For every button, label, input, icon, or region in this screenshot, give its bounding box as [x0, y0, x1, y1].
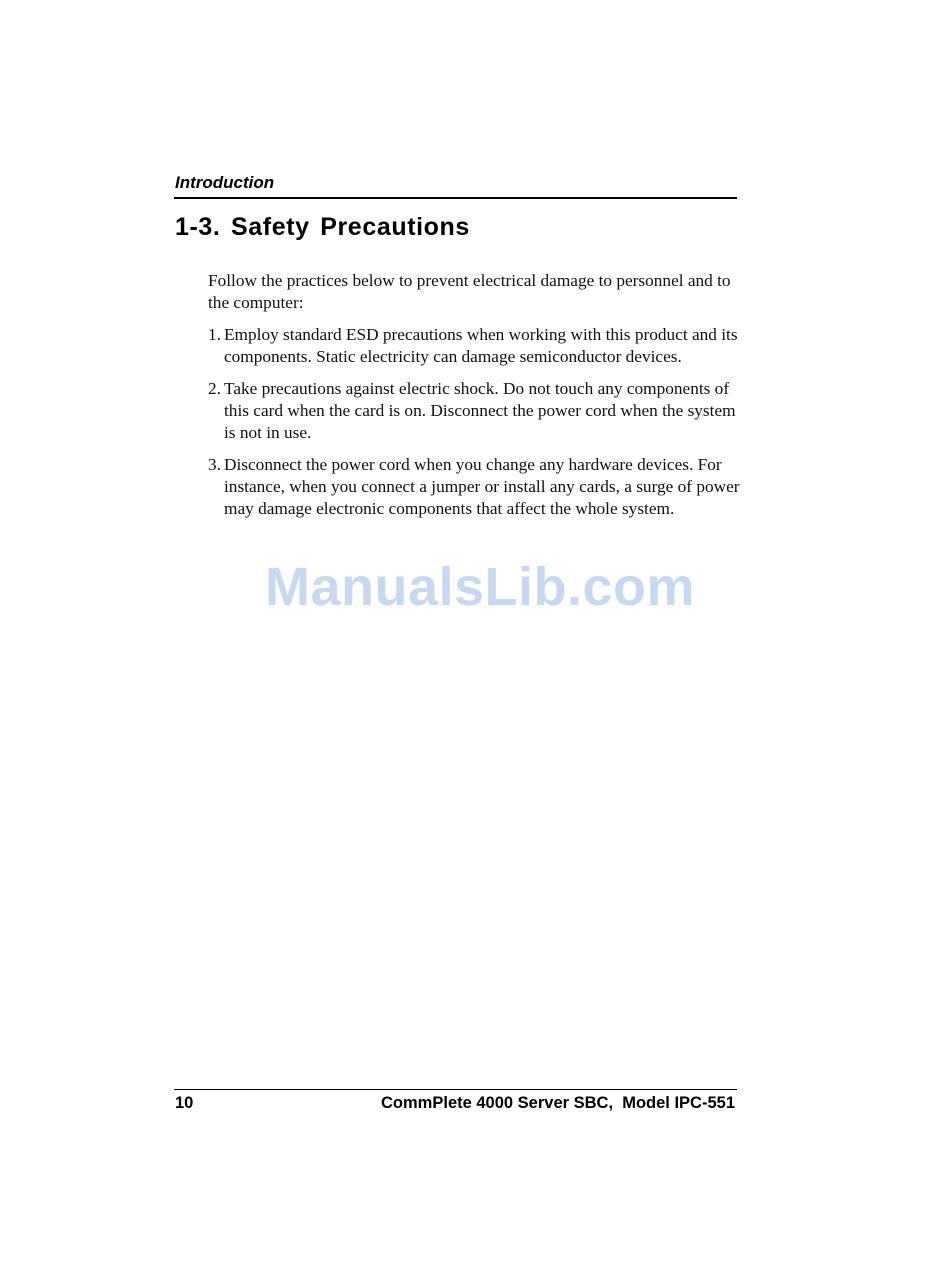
list-item	[208, 324, 743, 368]
page-number: 10	[175, 1094, 194, 1112]
footer-document-title: CommPlete 4000 Server SBC, Model IPC-551	[381, 1094, 735, 1112]
list-item	[208, 454, 743, 520]
precautions-list	[208, 324, 743, 520]
list-item-number: 1.	[208, 325, 221, 344]
intro-paragraph: Follow the practices below to prevent electrical damage to personnel and to the computer:	[208, 271, 731, 312]
running-header: Introduction	[175, 173, 275, 192]
list-item-text: Disconnect the power cord when you change any hardware devices. For instance, when you connect a jumper or install any cards, a surge of power may damage electronic components that affect the whole system.	[224, 455, 740, 518]
footer-rule	[174, 1089, 737, 1090]
list-item	[208, 378, 743, 444]
watermark: ManualsLib.com	[265, 557, 696, 617]
header-rule	[174, 197, 737, 199]
list-item-number: 2.	[208, 379, 221, 398]
section-title: 1-3. Safety Precautions	[175, 213, 470, 241]
list-item-text: Take precautions against electric shock. Do not touch any components of this card when the card is on. Disconnect the power cord when the system is not in use.	[224, 379, 736, 442]
section-body	[208, 270, 743, 530]
list-item-text: Employ standard ESD precautions when working with this product and its components. Static electricity can damage semiconductor devices.	[224, 325, 738, 366]
list-item-number: 3.	[208, 455, 221, 474]
